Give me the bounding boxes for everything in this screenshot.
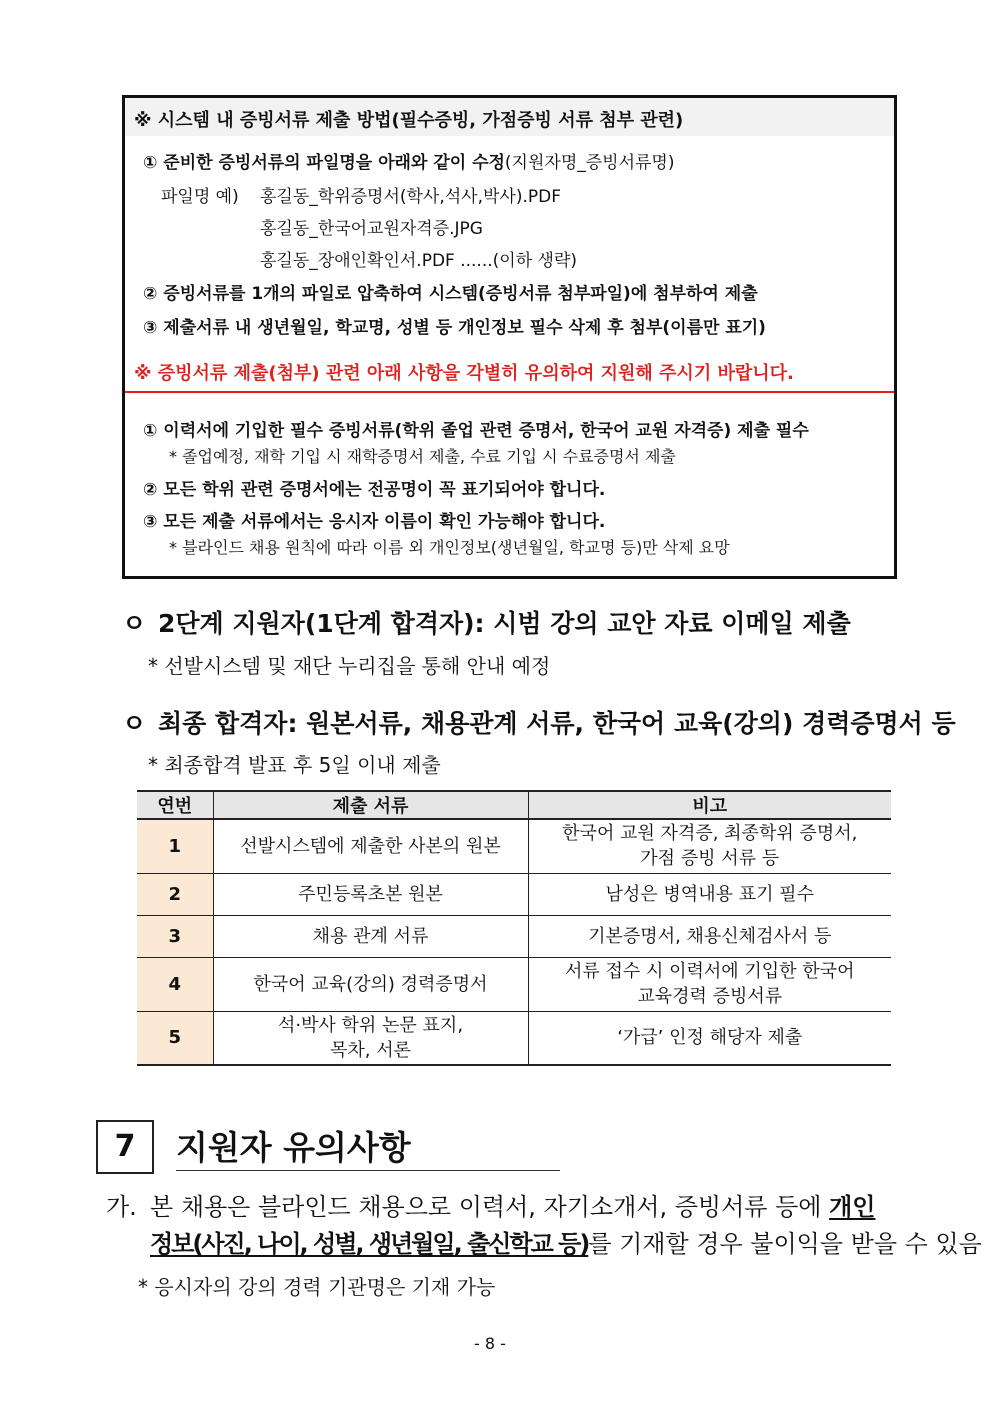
item-underlined-text: 정보(사진, 나이, 성별, 생년월일, 출신학교 등): [150, 1230, 589, 1258]
example-label: 파일명 예): [161, 187, 239, 207]
table-header-row: [137, 791, 891, 819]
row-document: 선발시스템에 제출한 사본의 원본: [213, 819, 528, 873]
example-file-1: 홍길동_학위증명서(학사,석사,박사).PDF: [260, 187, 562, 207]
final-note: * 최종합격 발표 후 5일 이내 제출: [148, 753, 441, 777]
warning-divider: [125, 391, 894, 393]
step2: ② 증빙서류를 1개의 파일로 압축하여 시스템(증빙서류 첨부파일)에 첨부하여 제출: [143, 284, 758, 304]
row-remark: [528, 957, 891, 1011]
row-remark: [528, 819, 891, 873]
note1-sub: * 졸업예정, 재학 기입 시 재학증명서 제출, 수료 기입 시 수료증명서 제출: [169, 447, 676, 466]
row-document: 주민등록초본 원본: [213, 873, 528, 915]
row-no: 3: [137, 915, 213, 957]
note3: ③ 모든 제출 서류에서는 응시자 이름이 확인 가능해야 합니다.: [143, 512, 606, 532]
note3-sub: * 블라인드 채용 원칙에 따라 이름 외 개인정보(생년월일, 학교명 등)만 삭제 요망: [169, 538, 730, 557]
row-no: 5: [137, 1011, 213, 1065]
table-row: [137, 1011, 891, 1065]
item-line-1: [150, 1187, 875, 1222]
item-text: 를 기재할 경우 불이익을 받을 수 있음: [588, 1230, 982, 1258]
document-line: 목차, 서론: [330, 1039, 411, 1061]
row-remark: 남성은 병역내용 표기 필수: [528, 873, 891, 915]
table-row: [137, 819, 891, 873]
submission-method-box: [122, 95, 897, 579]
stage2-note: * 선발시스템 및 재단 누리집을 통해 안내 예정: [148, 654, 551, 678]
table-row: [137, 957, 891, 1011]
remark-line: 가점 증빙 서류 등: [640, 848, 780, 870]
final-title: 최종 합격자: 원본서류, 채용관계 서류, 한국어 교육(강의) 경력증명서 등: [158, 709, 956, 738]
remark-line: 교육경력 증빙서류: [637, 986, 783, 1007]
row-document: 한국어 교육(강의) 경력증명서: [213, 957, 528, 1011]
section-number: 7: [96, 1120, 154, 1174]
step1-bold: ① 준비한 증빙서류의 파일명을 아래와 같이 수정: [143, 153, 505, 173]
row-no: 2: [137, 873, 213, 915]
header-document: 제출 서류: [213, 791, 528, 819]
warning-text: ※ 증빙서류 제출(첨부) 관련 아래 사항을 각별히 유의하여 지원해 주시기 바랍니다.: [134, 363, 794, 384]
step3: ③ 제출서류 내 생년월일, 학교명, 성별 등 개인정보 필수 삭제 후 첨부(이름만 표기): [143, 318, 766, 338]
row-document: [213, 1011, 528, 1065]
table-row: [137, 915, 891, 957]
example-file-2: 홍길동_한국어교원자격증.JPG: [260, 219, 483, 239]
box-header: ※ 시스템 내 증빙서류 제출 방법(필수증빙, 가점증빙 서류 첨부 관련): [134, 110, 684, 131]
row-remark: 기본증명서, 채용신체검사서 등: [528, 915, 891, 957]
example-file-3: 홍길동_장애인확인서.PDF ......(이하 생략): [260, 251, 578, 271]
header-no: 연번: [137, 791, 213, 819]
item-note: * 응시자의 강의 경력 기관명은 기재 가능: [138, 1275, 496, 1299]
page-number: - 8 -: [474, 1334, 506, 1353]
stage2-title: 2단계 지원자(1단계 합격자): 시범 강의 교안 자료 이메일 제출: [158, 609, 851, 638]
item-underlined-text: 개인: [829, 1193, 876, 1221]
document-line: 석·박사 학위 논문 표지,: [277, 1014, 464, 1036]
required-documents-table: [137, 790, 891, 1066]
section-title-underline: [176, 1170, 560, 1171]
final-bullet: ㅇ: [122, 709, 147, 738]
step1: [143, 148, 674, 173]
note1: ① 이력서에 기입한 필수 증빙서류(학위 졸업 관련 증명서, 한국어 교원 자격증) 제출 필수: [143, 421, 809, 441]
row-no: 1: [137, 819, 213, 873]
note2: ② 모든 학위 관련 증명서에는 전공명이 꼭 표기되어야 합니다.: [143, 480, 606, 500]
row-remark: ‘가급’ 인정 해당자 제출: [528, 1011, 891, 1065]
row-document: 채용 관계 서류: [213, 915, 528, 957]
item-prefix: 가.: [106, 1193, 137, 1221]
header-remark: 비고: [528, 791, 891, 819]
remark-line: 서류 접수 시 이력서에 기입한 한국어: [565, 961, 855, 982]
item-text: 본 채용은 블라인드 채용으로 이력서, 자기소개서, 증빙서류 등에: [150, 1193, 830, 1221]
stage2-bullet: ㅇ: [122, 609, 147, 638]
remark-line: 한국어 교원 자격증, 최종학위 증명서,: [562, 823, 858, 845]
row-no: 4: [137, 957, 213, 1011]
item-line-2: [150, 1224, 982, 1259]
section-title: 지원자 유의사항: [176, 1128, 411, 1167]
table-row: [137, 873, 891, 915]
step1-rest: (지원자명_증빙서류명): [504, 153, 675, 173]
